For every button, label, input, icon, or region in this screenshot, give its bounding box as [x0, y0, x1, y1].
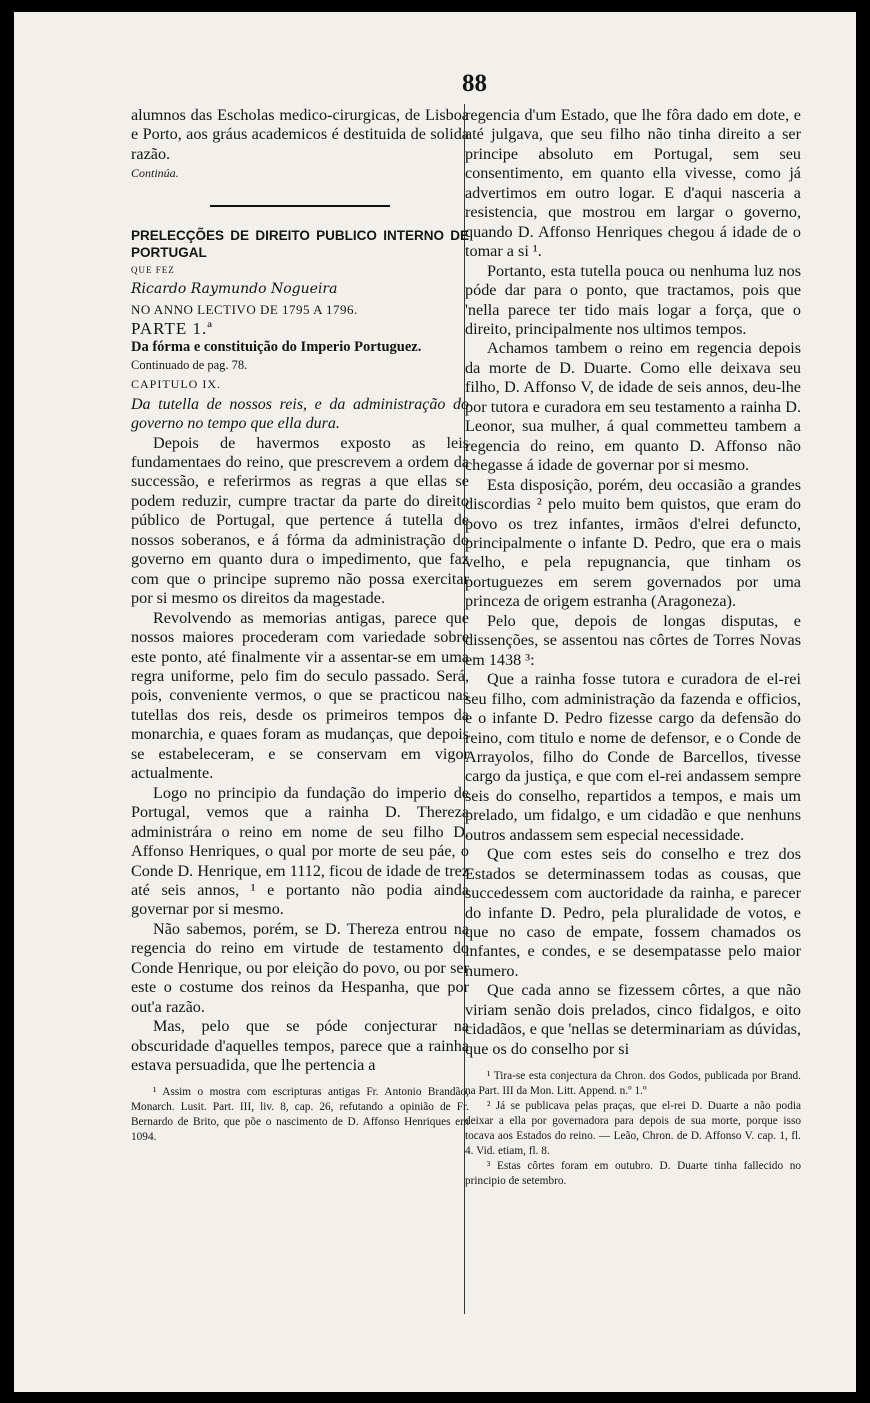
year-line: NO ANNO LECTIVO DE 1795 A 1796.: [131, 301, 358, 317]
footnote: ³ Estas côrtes foram em outubro. D. Duarte tinha fallecido no principio de setembro.: [465, 1160, 801, 1188]
paragraph: Que com estes seis do conselho e trez dos Estados se determinassem todas as cousas, que succedessem com auctoridade da rainha, e parecer do infante D. Pedro, pela pluralidade de votos, e que no caso de empate, fossem chamados os infantes, e condes, e se desempatasse pelo maior numero.: [465, 845, 801, 980]
paragraph: Que cada anno se fizessem côrtes, a que não viriam senão dois prelados, cinco fidalgos, e oito cidadãos, e que 'nellas se determinariam as dúvidas, que os do conselho por si: [465, 981, 801, 1058]
footnotes: [131, 1085, 469, 1145]
footnote: ² Já se publicava pelas praças, que el-rei D. Duarte a não podia deixar a ella por governadora para depois de sua morte, porque isso tocava aos Estados do reino. — Leão, Chron. de D. Affonso V. cap. 1, fl. 4. Vid. etiam, fl. 8.: [465, 1100, 801, 1158]
article-title: PRELECÇÕES DE DIREITO PUBLICO INTERNO DE PORTUGAL: [131, 227, 469, 260]
paragraph: Mas, pelo que se póde conjecturar na obscuridade d'aquelles tempos, parece que a rainha estava persuadida, que lhe pertencia a: [131, 1017, 469, 1075]
left-column: [131, 106, 469, 1145]
chapter-title: Da tutella de nossos reis, e da administração do governo no tempo que ella dura.: [131, 395, 469, 433]
que-fez-label: QUE FEZ: [131, 264, 175, 275]
section-divider: [210, 205, 390, 207]
paragraph: Não sabemos, porém, se D. Thereza entrou na regencia do reino em virtude de testamento do Conde Henrique, ou por eleição do povo, ou por ser este o costume dos reinos da Hespanha, que por out'a razão.: [131, 919, 469, 1016]
paragraph: Esta disposição, porém, deu occasião a grandes discordias ² pelo muito bem quistos, que eram do povo os trez infantes, irmãos d'elrei defuncto, principalmente o infante D. Pedro, que era o mais velho, e pela repugnancia, que tinham os portuguezes em serem governados por uma princeza de origem estranha (Aragoneza).: [465, 475, 801, 611]
paragraph: Revolvendo as memorias antigas, parece que nossos maiores procederam com variedade sobre este ponto, até finalmente vir a assentar-se em uma regra uniforme, pelo fim do seculo passado. Será, pois, conveniente vermos, o que se practicou nas tutellas dos reis, desde os primeiros tempos da monarchia, e quaes foram as mudanças, que depois se estabeleceram, e se conservam em vigor actualmente.: [131, 608, 469, 783]
author-name: Ricardo Raymundo Nogueira: [131, 281, 338, 298]
continua-label: Continúa.: [131, 166, 179, 181]
book-page: [14, 12, 856, 1392]
part-heading: PARTE 1.ª: [131, 319, 213, 339]
paragraph: Depois de havermos exposto as leis fundamentaes do reino, que prescrevem a ordem da successão, e referirmos as regras a que ellas se podem reduzir, cumpre tractar da parte do direito público de Portugal, que pertence á tutella de nossos soberanos, e á fórma da administração do governo em quanto dura o impedimento, que faz com que o principe supremo não possa exercitar por si mesmo os direitos da magestade.: [131, 433, 469, 608]
paragraph: regencia d'um Estado, que lhe fôra dado em dote, e até julgava, que seu filho não tinha direito a ser principe absoluto em Portugal, sem seu consentimento, em quanto ella vivesse, como já advertimos em outro logar. E d'aqui nasceria a resistencia, que mostrou em largar o governo, quando D. Affonso Henriques chegou á idade de o tomar a si ¹.: [465, 106, 801, 261]
page-number: 88: [462, 70, 487, 97]
footnotes: [465, 1069, 801, 1189]
paragraph: Pelo que, depois de longas disputas, e dissenções, se assentou nas côrtes de Torres Novas em 1438 ³:: [465, 611, 801, 669]
paragraph: Que a rainha fosse tutora e curadora de el-rei seu filho, com administração da fazenda e officios, e o infante D. Pedro fizesse cargo da defensão do reino, com titulo e nome de defensor, e o Conde de Arrayolos, filho do Conde de Barcellos, tivesse cargo da justiça, e que com el-rei andassem sempre seis do conselho, repartidos a tempos, e mais um prelado, um fidalgo, e um cidadão e que nenhuns outros andassem sem especial necessidade.: [465, 670, 801, 844]
paragraph: Achamos tambem o reino em regencia depois da morte de D. Duarte. Como elle deixava seu filho, D. Affonso V, de idade de seis annos, deu-lhe por tutora e curadora em seu testamento a rainha D. Leonor, sua mulher, á qual commetteu tambem a regencia do reino, em quanto D. Affonso não chegasse á idade de governar por si mesmo.: [465, 339, 801, 475]
carryover-text: alumnos das Escholas medico-cirurgicas, de Lisboa e Porto, aos gráus academicos é destituida de solida razão.: [131, 106, 469, 163]
footnote: ¹ Assim o mostra com escripturas antigas Fr. Antonio Brandão, Monarch. Lusit. Part. III, liv. 8, cap. 26, refutando a opinião de Fr. Bernardo de Brito, que põe o nascimento de D. Affonso Henriques em 1094.: [131, 1086, 469, 1144]
paragraph: Logo no principio da fundação do imperio de Portugal, vemos que a rainha D. Thereza administrára o reino em nome de seu filho D. Affonso Henriques, o qual por morte de seu páe, o Conde D. Henrique, em 1112, ficou de idade de trez até seis annos, ¹ e portanto não podia ainda governar por si mesmo.: [131, 783, 469, 919]
chapter-heading: CAPITULO IX.: [131, 377, 221, 392]
paragraph: Portanto, esta tutella pouca ou nenhuma luz nos póde dar para o ponto, que tractamos, pois que 'nella parece ter tido mais logar a força, que o direito, principalmente nos ultimos tempos.: [465, 261, 801, 338]
footnote: ¹ Tira-se esta conjectura da Chron. dos Godos, publicada por Brand. na Part. III da Mon. Litt. Append. n.º 1.º: [465, 1070, 801, 1098]
continued-from: Continuado de pag. 78.: [131, 357, 248, 372]
part-subtitle: Da fórma e constituição do Imperio Portuguez.: [131, 338, 422, 355]
right-column: [465, 106, 801, 1189]
